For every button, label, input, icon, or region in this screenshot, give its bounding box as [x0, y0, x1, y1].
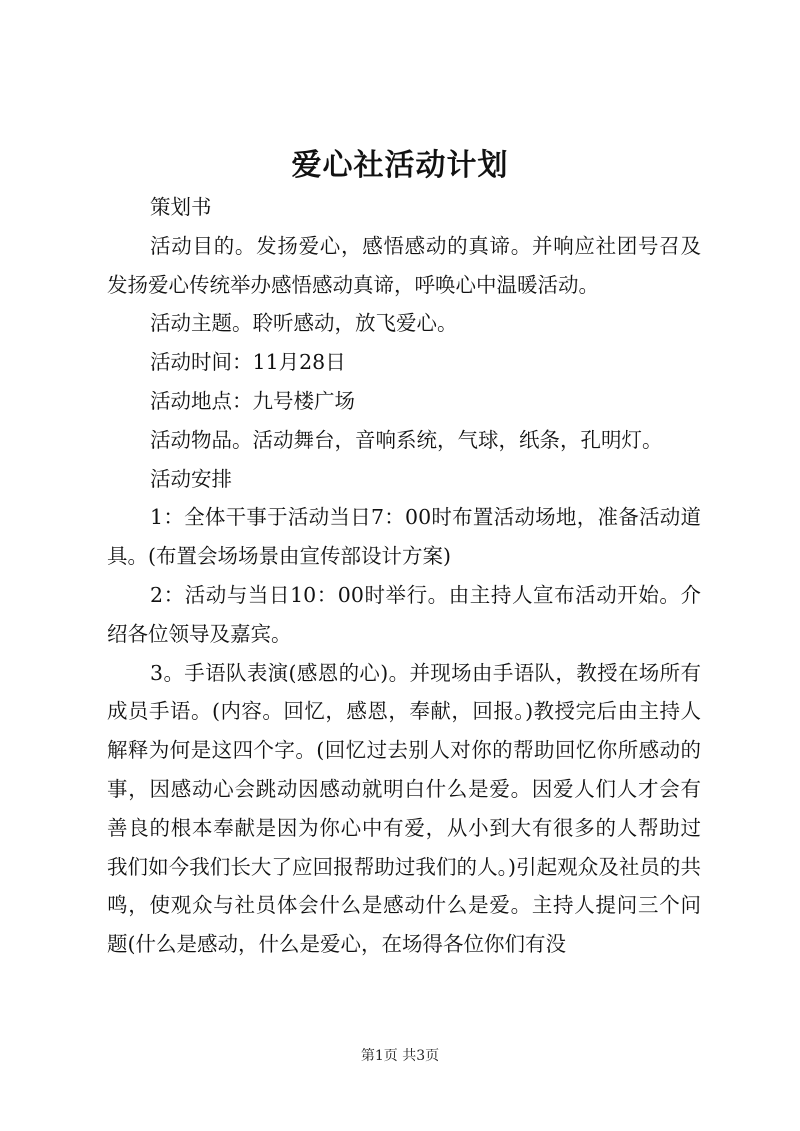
- paragraph-step-2: 2：活动与当日10：00时举行。由主持人宣布活动开始。介绍各位领导及嘉宾。: [107, 582, 701, 646]
- document-title: 爱心社活动计划: [291, 148, 509, 183]
- paragraph-step-3: 3。手语队表演(感恩的心)。并现场由手语队，教授在场所有成员手语。(内容。回忆，感恩，奉献，回报。)教授完后由主持人解释为何是这四个字。(回忆过去别人对你的帮助回忆你所感动的事，因感动心会跳动因感动就明白什么是爱。因爱人们人才会有善良的根本奉献是因为你心中有爱，从小到大有很多的人帮助过我们如今我们长大了应回报帮助过我们的人。)引起观众及社员的共鸣，使观众与社员体会什么是感动什么是爱。主持人提问三个问题(什么是感动，什么是爱心，在场得各位你们有没: [107, 660, 701, 957]
- paragraph-step-1: 1：全体干事于活动当日7：00时布置活动场地，准备活动道具。(布置会场场景由宣传部设计方案): [107, 505, 701, 569]
- paragraph-plan-label: 策划书: [150, 195, 212, 219]
- paragraph-arrangement-heading: 活动安排: [150, 466, 233, 491]
- paragraph-location: 活动地点：九号楼广场: [150, 388, 356, 413]
- paragraph-items: 活动物品。活动舞台，音响系统，气球，纸条，孔明灯。: [150, 427, 663, 452]
- paragraph-purpose: 活动目的。发扬爱心，感悟感动的真谛。并响应社团号召及发扬爱心传统举办感悟感动真谛，呼唤心中温暖活动。: [107, 233, 701, 297]
- document-body: [107, 188, 701, 964]
- paragraph-time: 活动时间：11月28日: [150, 350, 346, 375]
- page-footer: 第1页 共3页: [360, 1048, 440, 1064]
- paragraph-theme: 活动主题。聆听感动，放飞爱心。: [150, 311, 458, 336]
